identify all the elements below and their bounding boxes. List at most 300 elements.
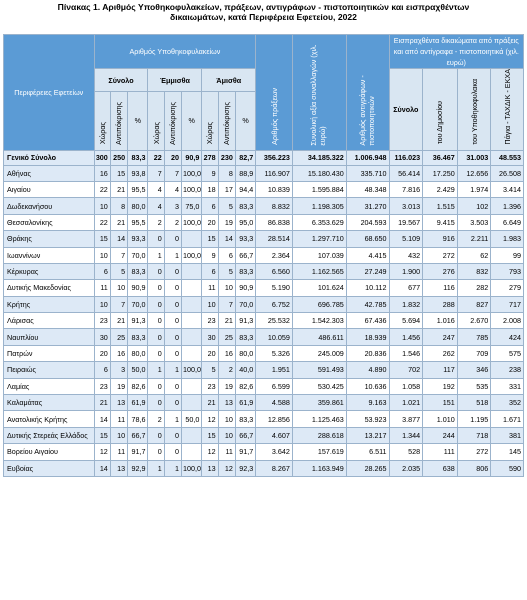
title-line-2: δικαιωμάτων, κατά Περιφέρεια Εφετείου, 2022 [170, 12, 357, 22]
table-cell: 10.112 [346, 280, 389, 296]
table-cell: 8.832 [256, 198, 293, 214]
table-cell: 9.415 [423, 214, 458, 230]
table-cell: 0 [164, 231, 181, 247]
table-cell: 12 [202, 444, 218, 460]
table-cell: 1.542.303 [292, 313, 346, 329]
table-cell: 11 [110, 444, 127, 460]
table-cell: 3.414 [491, 181, 524, 197]
table-row [4, 181, 524, 197]
table-cell: 75,0 [182, 198, 202, 214]
table-cell: 90,9 [235, 280, 255, 296]
table-cell: 346 [457, 362, 491, 378]
table-cell: 0 [148, 329, 164, 345]
table-cell: 238 [491, 362, 524, 378]
table-cell: 230 [218, 150, 235, 165]
table-cell: 66,7 [128, 427, 148, 443]
table-cell: 0 [164, 444, 181, 460]
table-cell: 3 [110, 362, 127, 378]
header-unsalaried: Άμισθα [202, 69, 256, 92]
table-cell: 25 [110, 329, 127, 345]
table-cell: 7 [148, 165, 164, 181]
table-row [4, 263, 524, 279]
table-cell: 116.907 [256, 165, 293, 181]
table-cell: 9.163 [346, 395, 389, 411]
table-row [4, 460, 524, 476]
table-cell: 6.511 [346, 444, 389, 460]
header-pct: % [182, 92, 202, 151]
table-cell: 9 [202, 247, 218, 263]
table-cell: 93,3 [235, 231, 255, 247]
table-cell: 111 [423, 444, 458, 460]
table-cell: 247 [423, 329, 458, 345]
header-pct: % [235, 92, 255, 151]
table-cell: 83,3 [128, 263, 148, 279]
table-cell: 916 [423, 231, 458, 247]
table-cell: 6 [202, 263, 218, 279]
table-cell: 70,0 [128, 247, 148, 263]
table-cell: 10 [94, 198, 110, 214]
table-cell: 25.532 [256, 313, 293, 329]
table-cell: 832 [457, 263, 491, 279]
table-cell: 381 [491, 427, 524, 443]
table-cell: 2 [148, 214, 164, 230]
table-cell: 0 [148, 395, 164, 411]
table-cell: 793 [491, 263, 524, 279]
table-cell: 19 [218, 214, 235, 230]
table-cell: 92,3 [235, 460, 255, 476]
table-cell: 8.267 [256, 460, 293, 476]
table-cell: 7 [218, 296, 235, 312]
table-cell [182, 427, 202, 443]
header-offices: Αριθμός Υποθηκοφυλακείων [94, 35, 256, 69]
table-cell: 1.832 [389, 296, 423, 312]
region-name: Γενικό Σύνολο [4, 150, 95, 165]
table-cell: 2 [164, 214, 181, 230]
table-cell: 91,3 [128, 313, 148, 329]
table-cell: 288 [423, 296, 458, 312]
table-cell: 424 [491, 329, 524, 345]
table-cell [182, 378, 202, 394]
table-cell: 1.162.565 [292, 263, 346, 279]
table-cell: 10.839 [256, 181, 293, 197]
table-cell: 8 [218, 165, 235, 181]
table-cell: 151 [423, 395, 458, 411]
table-cell: 145 [491, 444, 524, 460]
table-row [4, 247, 524, 263]
table-cell: 5.326 [256, 345, 293, 361]
table-cell: 575 [491, 345, 524, 361]
table-cell: 92,9 [128, 460, 148, 476]
table-cell: 709 [457, 345, 491, 361]
table-cell: 5 [202, 362, 218, 378]
table-cell: 2.364 [256, 247, 293, 263]
table-cell: 272 [457, 444, 491, 460]
table-cell: 528 [389, 444, 423, 460]
region-name: Δυτικής Στερεάς Ελλάδος [4, 427, 95, 443]
table-cell: 4.890 [346, 362, 389, 378]
table-cell: 83,3 [235, 411, 255, 427]
table-cell: 88,9 [235, 165, 255, 181]
header-region: Περιφέρειες Εφετείων [4, 35, 95, 151]
table-cell: 34.185.322 [292, 150, 346, 165]
table-cell: 20 [164, 150, 181, 165]
table-cell: 13 [110, 460, 127, 476]
table-cell: 56.414 [389, 165, 423, 181]
table-cell: 11 [218, 444, 235, 460]
table-cell: 6.649 [491, 214, 524, 230]
table-cell: 10.059 [256, 329, 293, 345]
table-cell: 80,0 [235, 345, 255, 361]
table-cell [182, 313, 202, 329]
table-cell: 4.588 [256, 395, 293, 411]
table-cell: 100,0 [182, 460, 202, 476]
table-cell: 48.348 [346, 181, 389, 197]
table-cell: 4 [148, 198, 164, 214]
table-cell: 28.265 [346, 460, 389, 476]
table-cell: 23 [202, 378, 218, 394]
table-cell: 1.900 [389, 263, 423, 279]
header-acts: Αριθμός πράξεων [256, 35, 293, 151]
region-name: Θεσσαλονίκης [4, 214, 95, 230]
table-cell: 276 [423, 263, 458, 279]
table-cell: 50,0 [182, 411, 202, 427]
table-cell: 78,6 [128, 411, 148, 427]
header-total: Σύνολο [94, 69, 148, 92]
table-cell: 157.619 [292, 444, 346, 460]
table-cell: 83,3 [235, 198, 255, 214]
table-cell: 15 [202, 231, 218, 247]
table-cell: 7 [110, 296, 127, 312]
table-cell: 8 [110, 198, 127, 214]
table-cell: 6.599 [256, 378, 293, 394]
table-cell: 4 [164, 181, 181, 197]
table-cell: 100,0 [182, 247, 202, 263]
table-cell: 10 [110, 280, 127, 296]
table-cell: 1.125.463 [292, 411, 346, 427]
table-cell: 10 [218, 280, 235, 296]
region-name: Αιγαίου [4, 181, 95, 197]
table-cell: 7 [164, 165, 181, 181]
region-name: Ιωαννίνων [4, 247, 95, 263]
region-name: Ευβοίας [4, 460, 95, 476]
region-name: Κέρκυρας [4, 263, 95, 279]
table-cell: 717 [491, 296, 524, 312]
table-cell: 2.008 [491, 313, 524, 329]
table-cell: 1.515 [423, 198, 458, 214]
table-cell: 10 [94, 296, 110, 312]
table-cell: 83,3 [128, 150, 148, 165]
table-cell: 6 [94, 362, 110, 378]
table-row [4, 427, 524, 443]
table-cell: 90,9 [182, 150, 202, 165]
header-fees-fund: Πάγια - ΤΑΧΔΙΚ - ΕΚΧΑ [491, 69, 524, 151]
table-cell: 93,8 [128, 165, 148, 181]
table-cell: 535 [457, 378, 491, 394]
table-cell: 13.217 [346, 427, 389, 443]
table-cell: 0 [148, 296, 164, 312]
table-cell: 0 [148, 231, 164, 247]
table-cell: 21 [110, 214, 127, 230]
table-cell: 6.560 [256, 263, 293, 279]
table-row [4, 198, 524, 214]
table-cell: 1.396 [491, 198, 524, 214]
table-cell: 82,7 [235, 150, 255, 165]
table-cell: 62 [457, 247, 491, 263]
table-cell: 12.656 [457, 165, 491, 181]
table-cell: 91,7 [235, 444, 255, 460]
table-cell: 11 [202, 280, 218, 296]
table-cell: 83,3 [128, 329, 148, 345]
table-cell: 827 [457, 296, 491, 312]
table-cell: 10 [94, 247, 110, 263]
table-cell: 80,0 [128, 198, 148, 214]
table-cell: 30 [94, 329, 110, 345]
table-cell: 5 [218, 263, 235, 279]
table-cell: 107.039 [292, 247, 346, 263]
table-cell: 70,0 [235, 296, 255, 312]
table-cell [182, 444, 202, 460]
table-cell: 1.297.710 [292, 231, 346, 247]
table-cell: 100,0 [182, 362, 202, 378]
table-cell: 356.223 [256, 150, 293, 165]
table-cell: 23 [94, 378, 110, 394]
table-cell: 282 [457, 280, 491, 296]
table-cell: 67.436 [346, 313, 389, 329]
table-cell: 61,9 [235, 395, 255, 411]
table-cell: 12.856 [256, 411, 293, 427]
header-value: Συνολική αξία συναλλαγών (χιλ. ευρώ) [292, 35, 346, 151]
table-cell: 331 [491, 378, 524, 394]
table-cell: 13 [202, 460, 218, 476]
table-cell: 10 [110, 427, 127, 443]
region-name: Δωδεκανήσου [4, 198, 95, 214]
table-cell [182, 296, 202, 312]
header-seats: Χώρας [148, 92, 164, 151]
table-cell: 5 [218, 198, 235, 214]
header-fees-total: Σύνολο [389, 69, 423, 151]
table-cell: 0 [148, 378, 164, 394]
table-body [4, 150, 524, 476]
table-cell: 82,6 [235, 378, 255, 394]
table-cell [182, 280, 202, 296]
table-cell: 1.016 [423, 313, 458, 329]
table-row [4, 165, 524, 181]
table-cell: 61,9 [128, 395, 148, 411]
table-cell: 0 [148, 313, 164, 329]
table-cell: 14 [218, 231, 235, 247]
table-cell: 42.785 [346, 296, 389, 312]
table-cell: 95,0 [235, 214, 255, 230]
table-cell: 16 [94, 165, 110, 181]
table-cell: 15 [110, 165, 127, 181]
table-cell: 1.198.305 [292, 198, 346, 214]
table-cell: 11 [94, 280, 110, 296]
table-row [4, 313, 524, 329]
table-cell: 0 [148, 444, 164, 460]
table-cell: 0 [164, 263, 181, 279]
table-cell: 102 [457, 198, 491, 214]
header-responsibility: Αντιπόκρισης [110, 92, 127, 151]
table-cell: 0 [164, 296, 181, 312]
table-cell: 11 [110, 411, 127, 427]
table-cell: 2.670 [457, 313, 491, 329]
table-cell: 638 [423, 460, 458, 476]
table-cell: 1 [148, 362, 164, 378]
table-cell: 30 [202, 329, 218, 345]
table-cell: 6 [202, 198, 218, 214]
table-cell [182, 231, 202, 247]
header-seats: Χώρας [94, 92, 110, 151]
table-cell: 50,0 [128, 362, 148, 378]
region-name: Βορείου Αιγαίου [4, 444, 95, 460]
table-cell: 68.650 [346, 231, 389, 247]
table-cell: 1.006.948 [346, 150, 389, 165]
table-cell: 1.671 [491, 411, 524, 427]
table-cell: 100,0 [182, 181, 202, 197]
region-name: Ανατολικής Κρήτης [4, 411, 95, 427]
table-cell: 0 [164, 378, 181, 394]
table-cell: 16 [218, 345, 235, 361]
table-cell: 20 [202, 345, 218, 361]
table-cell: 1.951 [256, 362, 293, 378]
table-cell: 1 [148, 247, 164, 263]
table-cell: 10 [218, 411, 235, 427]
table-cell: 300 [94, 150, 110, 165]
header-fees-office: του Υποθηκοφυλακα [457, 69, 491, 151]
table-title [0, 0, 527, 22]
table-cell: 3.013 [389, 198, 423, 214]
table-cell: 0 [164, 313, 181, 329]
table-cell: 1 [164, 411, 181, 427]
table-cell: 116.023 [389, 150, 423, 165]
table-cell: 21 [218, 313, 235, 329]
table-cell [182, 263, 202, 279]
table-cell: 0 [164, 395, 181, 411]
table-cell: 7.816 [389, 181, 423, 197]
table-cell: 1 [164, 362, 181, 378]
table-cell: 1.983 [491, 231, 524, 247]
statistics-table [3, 34, 524, 477]
table-cell: 19 [110, 378, 127, 394]
table-cell: 14 [94, 411, 110, 427]
table-cell: 66,7 [235, 427, 255, 443]
table-cell: 23 [94, 313, 110, 329]
table-row [4, 378, 524, 394]
table-cell [182, 395, 202, 411]
table-cell [182, 345, 202, 361]
header-responsibility: Αντιπόκρισης [218, 92, 235, 151]
table-cell: 20 [202, 214, 218, 230]
table-cell: 1.010 [423, 411, 458, 427]
table-cell: 95,5 [128, 181, 148, 197]
table-cell: 48.553 [491, 150, 524, 165]
table-cell: 7 [110, 247, 127, 263]
table-cell: 31.003 [457, 150, 491, 165]
table-cell: 262 [423, 345, 458, 361]
table-row [4, 395, 524, 411]
header-fees: Εισπραχθέντα δικαιώματα από πράξεις και από αντίγραφα - πιστοποιητικά (χιλ. ευρώ) [389, 35, 523, 69]
table-cell: 2 [218, 362, 235, 378]
table-cell: 93,3 [128, 231, 148, 247]
region-name: Θράκης [4, 231, 95, 247]
table-cell: 83,3 [235, 263, 255, 279]
region-name: Κρήτης [4, 296, 95, 312]
table-row [4, 231, 524, 247]
header-salaried: Έμμισθα [148, 69, 202, 92]
table-cell: 15 [202, 427, 218, 443]
table-cell: 36.467 [423, 150, 458, 165]
table-cell: 91,3 [235, 313, 255, 329]
table-cell: 2.035 [389, 460, 423, 476]
table-cell: 70,0 [128, 296, 148, 312]
table-cell: 10 [218, 427, 235, 443]
table-cell: 335.710 [346, 165, 389, 181]
table-cell: 0 [148, 345, 164, 361]
table-cell: 66,7 [235, 247, 255, 263]
table-cell: 279 [491, 280, 524, 296]
table-cell: 1 [148, 460, 164, 476]
region-name: Ναυπλίου [4, 329, 95, 345]
table-cell: 1.163.949 [292, 460, 346, 476]
table-cell: 40,0 [235, 362, 255, 378]
table-cell: 18.939 [346, 329, 389, 345]
table-cell: 12 [218, 460, 235, 476]
table-cell: 3.642 [256, 444, 293, 460]
table-cell: 352 [491, 395, 524, 411]
table-cell: 116 [423, 280, 458, 296]
header-responsibility: Αντιπόκρισης [164, 92, 181, 151]
table-cell: 1.456 [389, 329, 423, 345]
table-cell: 82,6 [128, 378, 148, 394]
table-cell: 1 [164, 460, 181, 476]
table-cell: 0 [164, 329, 181, 345]
table-cell: 806 [457, 460, 491, 476]
table-cell: 10 [202, 296, 218, 312]
table-cell: 100,0 [182, 165, 202, 181]
table-cell: 1.021 [389, 395, 423, 411]
table-cell: 677 [389, 280, 423, 296]
table-cell: 90,9 [128, 280, 148, 296]
table-cell: 16 [110, 345, 127, 361]
table-cell [182, 329, 202, 345]
table-cell: 250 [110, 150, 127, 165]
table-cell: 19.567 [389, 214, 423, 230]
table-cell: 94,4 [235, 181, 255, 197]
table-cell: 272 [423, 247, 458, 263]
table-cell: 83,3 [235, 329, 255, 345]
table-cell: 21 [94, 395, 110, 411]
table-cell: 17.250 [423, 165, 458, 181]
title-line-1: Πίνακας 1. Αριθμός Υποθηκοφυλακείων, πράξεων, αντιγράφων - πιστοποιητικών και εισπραχθέντων [57, 2, 470, 12]
table-cell: 95,5 [128, 214, 148, 230]
table-cell: 2 [148, 411, 164, 427]
table-cell: 15 [94, 427, 110, 443]
table-cell: 1.595.884 [292, 181, 346, 197]
table-cell: 590 [491, 460, 524, 476]
table-cell: 6 [94, 263, 110, 279]
total-row [4, 150, 524, 165]
table-row [4, 444, 524, 460]
table-cell: 1.195 [457, 411, 491, 427]
region-name: Καλαμάτας [4, 395, 95, 411]
table-cell: 432 [389, 247, 423, 263]
table-cell: 359.861 [292, 395, 346, 411]
table-cell: 718 [457, 427, 491, 443]
table-cell: 486.611 [292, 329, 346, 345]
table-cell: 15 [94, 231, 110, 247]
table-cell: 86.838 [256, 214, 293, 230]
table-cell: 20 [94, 345, 110, 361]
